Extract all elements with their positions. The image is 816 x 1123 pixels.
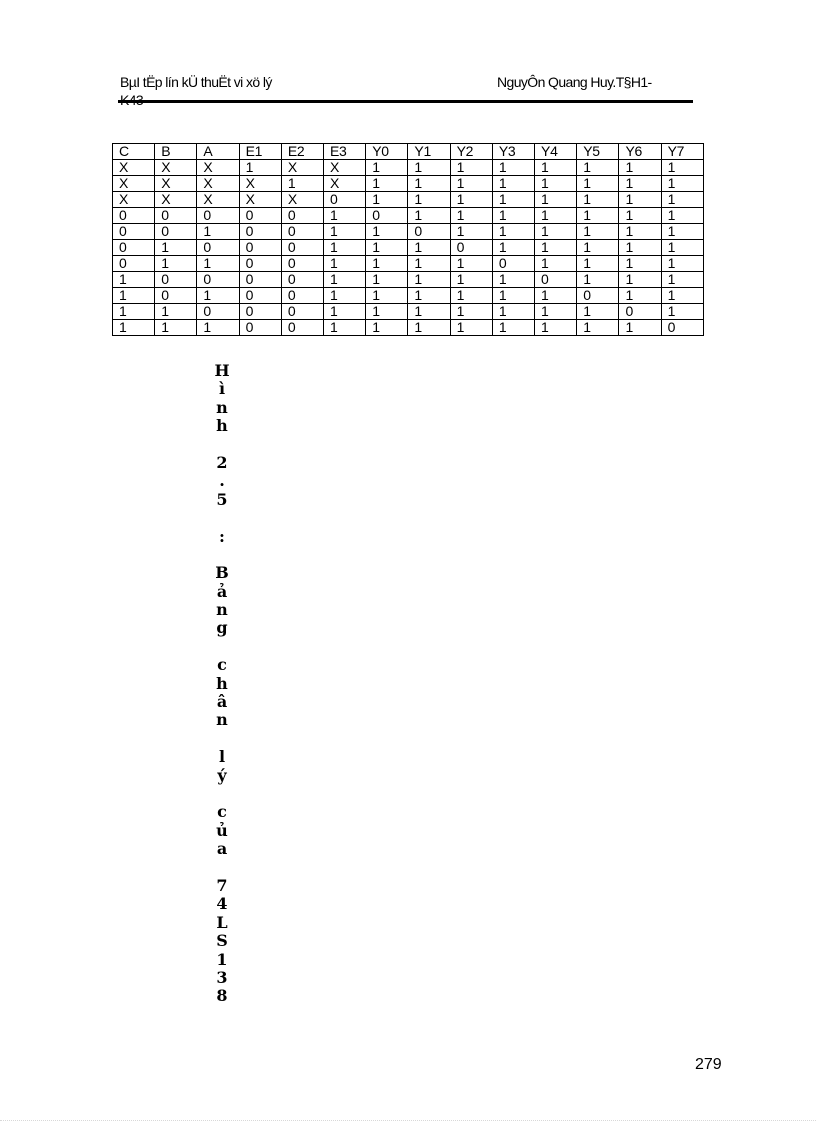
table-cell: 0	[492, 256, 534, 272]
caption-char: B	[215, 563, 229, 583]
table-cell: 1	[197, 320, 239, 336]
table-cell: 1	[239, 160, 281, 176]
truth-table-body	[113, 160, 704, 336]
caption-char: 1	[216, 949, 228, 969]
header-rule	[118, 100, 693, 103]
table-cell: 0	[239, 256, 281, 272]
table-cell: 1	[366, 224, 408, 240]
table-cell: 1	[366, 256, 408, 272]
caption-char: ì	[218, 379, 226, 399]
table-row	[113, 208, 704, 224]
caption-char: 7	[216, 875, 228, 895]
caption-char	[212, 785, 232, 803]
table-cell: 1	[366, 272, 408, 288]
table-cell: 0	[155, 272, 197, 288]
table-cell: 1	[366, 160, 408, 176]
caption-char: 2	[216, 452, 228, 472]
caption-char	[212, 546, 232, 564]
caption-char: ý	[217, 765, 227, 785]
table-row	[113, 160, 704, 176]
table-cell: 0	[197, 304, 239, 320]
caption-char: n	[216, 710, 228, 730]
table-cell: 0	[366, 208, 408, 224]
table-cell: 0	[535, 272, 577, 288]
table-cell: 1	[113, 272, 155, 288]
table-cell: 1	[324, 240, 366, 256]
table-cell: 0	[239, 240, 281, 256]
table-row	[113, 192, 704, 208]
table-cell: 1	[366, 304, 408, 320]
table-cell: 1	[577, 240, 619, 256]
table-cell: 1	[535, 192, 577, 208]
header-left-title	[120, 73, 350, 109]
caption-char	[212, 638, 232, 656]
caption-char: :	[219, 526, 225, 546]
table-cell: 1	[661, 160, 703, 176]
truth-table	[112, 143, 704, 336]
table-cell: 1	[661, 304, 703, 320]
column-header-y4: Y4	[535, 144, 577, 160]
table-cell: 1	[577, 256, 619, 272]
table-cell: 1	[324, 256, 366, 272]
caption-char: n	[216, 397, 228, 417]
table-cell: 0	[619, 304, 661, 320]
page-number: 279	[695, 1056, 722, 1073]
table-cell: X	[239, 192, 281, 208]
table-cell: X	[155, 192, 197, 208]
table-cell: 1	[577, 304, 619, 320]
caption-char	[212, 730, 232, 748]
header-left-text: BµI tËp lín kÜ thuËt vi xö lý	[120, 74, 272, 90]
table-cell: 1	[197, 288, 239, 304]
table-cell: 1	[619, 272, 661, 288]
table-row	[113, 304, 704, 320]
table-cell: 1	[324, 224, 366, 240]
table-cell: 1	[661, 224, 703, 240]
column-header-e2: E2	[281, 144, 323, 160]
table-cell: 1	[408, 160, 450, 176]
table-cell: 1	[450, 288, 492, 304]
table-cell: 1	[492, 176, 534, 192]
table-cell: 1	[619, 320, 661, 336]
table-cell: X	[113, 192, 155, 208]
table-cell: 0	[281, 272, 323, 288]
table-cell: 1	[619, 224, 661, 240]
table-cell: 0	[281, 320, 323, 336]
table-cell: 1	[535, 224, 577, 240]
table-cell: 0	[239, 224, 281, 240]
table-cell: 0	[408, 224, 450, 240]
table-cell: 0	[113, 256, 155, 272]
table-cell: 1	[535, 288, 577, 304]
table-cell: 0	[324, 192, 366, 208]
caption-char: ả	[216, 581, 228, 601]
table-cell: 0	[155, 224, 197, 240]
table-cell: 1	[450, 176, 492, 192]
caption-char	[212, 509, 232, 527]
table-cell: X	[197, 176, 239, 192]
table-cell: 1	[450, 272, 492, 288]
table-cell: 0	[197, 208, 239, 224]
table-cell: 1	[450, 208, 492, 224]
table-cell: 1	[408, 208, 450, 224]
table-cell: X	[197, 192, 239, 208]
column-header-b: B	[155, 144, 197, 160]
table-cell: 1	[408, 240, 450, 256]
footer-rule	[0, 1120, 816, 1121]
table-cell: 1	[535, 240, 577, 256]
table-cell: 1	[408, 192, 450, 208]
table-cell: 1	[324, 272, 366, 288]
table-cell: 1	[535, 208, 577, 224]
table-cell: 1	[155, 240, 197, 256]
table-cell: 0	[239, 272, 281, 288]
caption-char: n	[216, 600, 228, 620]
table-cell: 1	[577, 320, 619, 336]
table-cell: 1	[366, 192, 408, 208]
table-cell: 1	[535, 160, 577, 176]
column-header-y3: Y3	[492, 144, 534, 160]
column-header-y1: Y1	[408, 144, 450, 160]
table-cell: 0	[281, 240, 323, 256]
table-cell: X	[113, 160, 155, 176]
table-cell: 1	[366, 320, 408, 336]
table-cell: 0	[661, 320, 703, 336]
table-cell: X	[155, 160, 197, 176]
table-cell: 1	[661, 272, 703, 288]
truth-table-header-row	[113, 144, 704, 160]
table-cell: 1	[366, 288, 408, 304]
column-header-c: C	[113, 144, 155, 160]
caption-char: H	[214, 361, 230, 380]
column-header-y0: Y0	[366, 144, 408, 160]
caption-char: 8	[216, 986, 228, 1006]
table-cell: X	[324, 176, 366, 192]
caption-char: c	[217, 655, 227, 675]
table-cell: 1	[366, 240, 408, 256]
caption-char: 4	[216, 894, 228, 914]
caption-char: â	[216, 692, 228, 712]
table-cell: X	[155, 176, 197, 192]
table-cell: 1	[324, 320, 366, 336]
table-cell: 0	[239, 320, 281, 336]
table-cell: 1	[492, 224, 534, 240]
table-cell: 1	[113, 304, 155, 320]
table-cell: 1	[535, 320, 577, 336]
table-cell: 0	[197, 240, 239, 256]
caption-char: S	[216, 931, 228, 951]
caption-char: 5	[216, 489, 228, 509]
table-cell: 1	[661, 176, 703, 192]
table-cell: 1	[113, 320, 155, 336]
table-cell: 1	[366, 176, 408, 192]
table-row	[113, 272, 704, 288]
table-cell: 1	[113, 288, 155, 304]
table-cell: 1	[492, 160, 534, 176]
table-cell: 0	[450, 240, 492, 256]
table-cell: 1	[492, 240, 534, 256]
table-row	[113, 176, 704, 192]
table-cell: 1	[535, 304, 577, 320]
table-cell: 1	[492, 272, 534, 288]
table-cell: X	[324, 160, 366, 176]
column-header-y2: Y2	[450, 144, 492, 160]
table-cell: 0	[281, 208, 323, 224]
table-cell: 0	[113, 208, 155, 224]
table-cell: 0	[239, 288, 281, 304]
table-cell: 1	[661, 192, 703, 208]
table-cell: 1	[281, 176, 323, 192]
caption-char: h	[216, 673, 228, 693]
figure-caption	[212, 362, 232, 1006]
caption-char: c	[217, 802, 227, 822]
table-cell: 0	[155, 288, 197, 304]
table-cell: 1	[619, 192, 661, 208]
caption-char	[212, 436, 232, 454]
table-cell: 1	[450, 224, 492, 240]
caption-char: l	[218, 747, 226, 767]
table-cell: 1	[619, 160, 661, 176]
table-cell: 0	[281, 288, 323, 304]
column-header-y7: Y7	[661, 144, 703, 160]
table-cell: 1	[197, 224, 239, 240]
table-cell: 1	[450, 320, 492, 336]
table-cell: 0	[239, 208, 281, 224]
table-cell: 0	[197, 272, 239, 288]
caption-char: a	[216, 839, 228, 859]
table-cell: X	[239, 176, 281, 192]
table-row	[113, 256, 704, 272]
table-cell: 1	[408, 272, 450, 288]
caption-char: L	[216, 912, 228, 932]
table-cell: 1	[619, 240, 661, 256]
caption-char: 3	[216, 967, 228, 987]
header-right-author: NguyÔn Quang Huy.T§H1-	[497, 74, 652, 90]
table-cell: X	[281, 160, 323, 176]
table-row	[113, 224, 704, 240]
table-cell: 1	[535, 176, 577, 192]
table-cell: 1	[661, 240, 703, 256]
table-cell: 0	[281, 224, 323, 240]
caption-char: .	[219, 471, 225, 491]
table-cell: 1	[492, 304, 534, 320]
table-row	[113, 320, 704, 336]
table-cell: 1	[324, 288, 366, 304]
table-cell: 1	[619, 176, 661, 192]
table-cell: 0	[239, 304, 281, 320]
table-cell: 1	[661, 288, 703, 304]
table-cell: 1	[492, 192, 534, 208]
table-cell: 1	[408, 288, 450, 304]
table-cell: 1	[155, 320, 197, 336]
column-header-a: A	[197, 144, 239, 160]
table-cell: 1	[619, 256, 661, 272]
table-cell: 1	[155, 256, 197, 272]
table-cell: 0	[577, 288, 619, 304]
table-cell: 1	[197, 256, 239, 272]
table-cell: 1	[577, 272, 619, 288]
table-cell: X	[197, 160, 239, 176]
table-cell: 1	[577, 192, 619, 208]
table-cell: 1	[619, 288, 661, 304]
caption-char	[212, 859, 232, 877]
table-cell: X	[281, 192, 323, 208]
column-header-e1: E1	[239, 144, 281, 160]
caption-char: h	[216, 416, 228, 436]
caption-char: ủ	[216, 820, 228, 840]
table-row	[113, 240, 704, 256]
table-cell: 1	[450, 304, 492, 320]
table-cell: 1	[492, 288, 534, 304]
table-cell: 1	[492, 320, 534, 336]
table-cell: 1	[450, 160, 492, 176]
table-cell: 1	[408, 320, 450, 336]
table-cell: 0	[281, 304, 323, 320]
table-cell: 1	[492, 208, 534, 224]
table-cell: 1	[577, 224, 619, 240]
column-header-e3: E3	[324, 144, 366, 160]
column-header-y5: Y5	[577, 144, 619, 160]
table-cell: 0	[281, 256, 323, 272]
table-cell: 1	[408, 256, 450, 272]
table-cell: 1	[324, 208, 366, 224]
caption-char: g	[216, 618, 228, 638]
table-cell: 1	[324, 304, 366, 320]
table-cell: 1	[577, 208, 619, 224]
column-header-y6: Y6	[619, 144, 661, 160]
table-cell: 0	[155, 208, 197, 224]
table-cell: 1	[577, 160, 619, 176]
table-cell: 1	[619, 208, 661, 224]
table-cell: 1	[535, 256, 577, 272]
table-row	[113, 288, 704, 304]
table-cell: 1	[661, 208, 703, 224]
table-cell: 1	[577, 176, 619, 192]
table-cell: 0	[113, 240, 155, 256]
table-cell: 1	[408, 304, 450, 320]
table-cell: 1	[450, 256, 492, 272]
table-cell: 1	[408, 176, 450, 192]
table-cell: 0	[113, 224, 155, 240]
table-cell: X	[113, 176, 155, 192]
table-cell: 1	[155, 304, 197, 320]
table-cell: 1	[450, 192, 492, 208]
table-cell: 1	[661, 256, 703, 272]
